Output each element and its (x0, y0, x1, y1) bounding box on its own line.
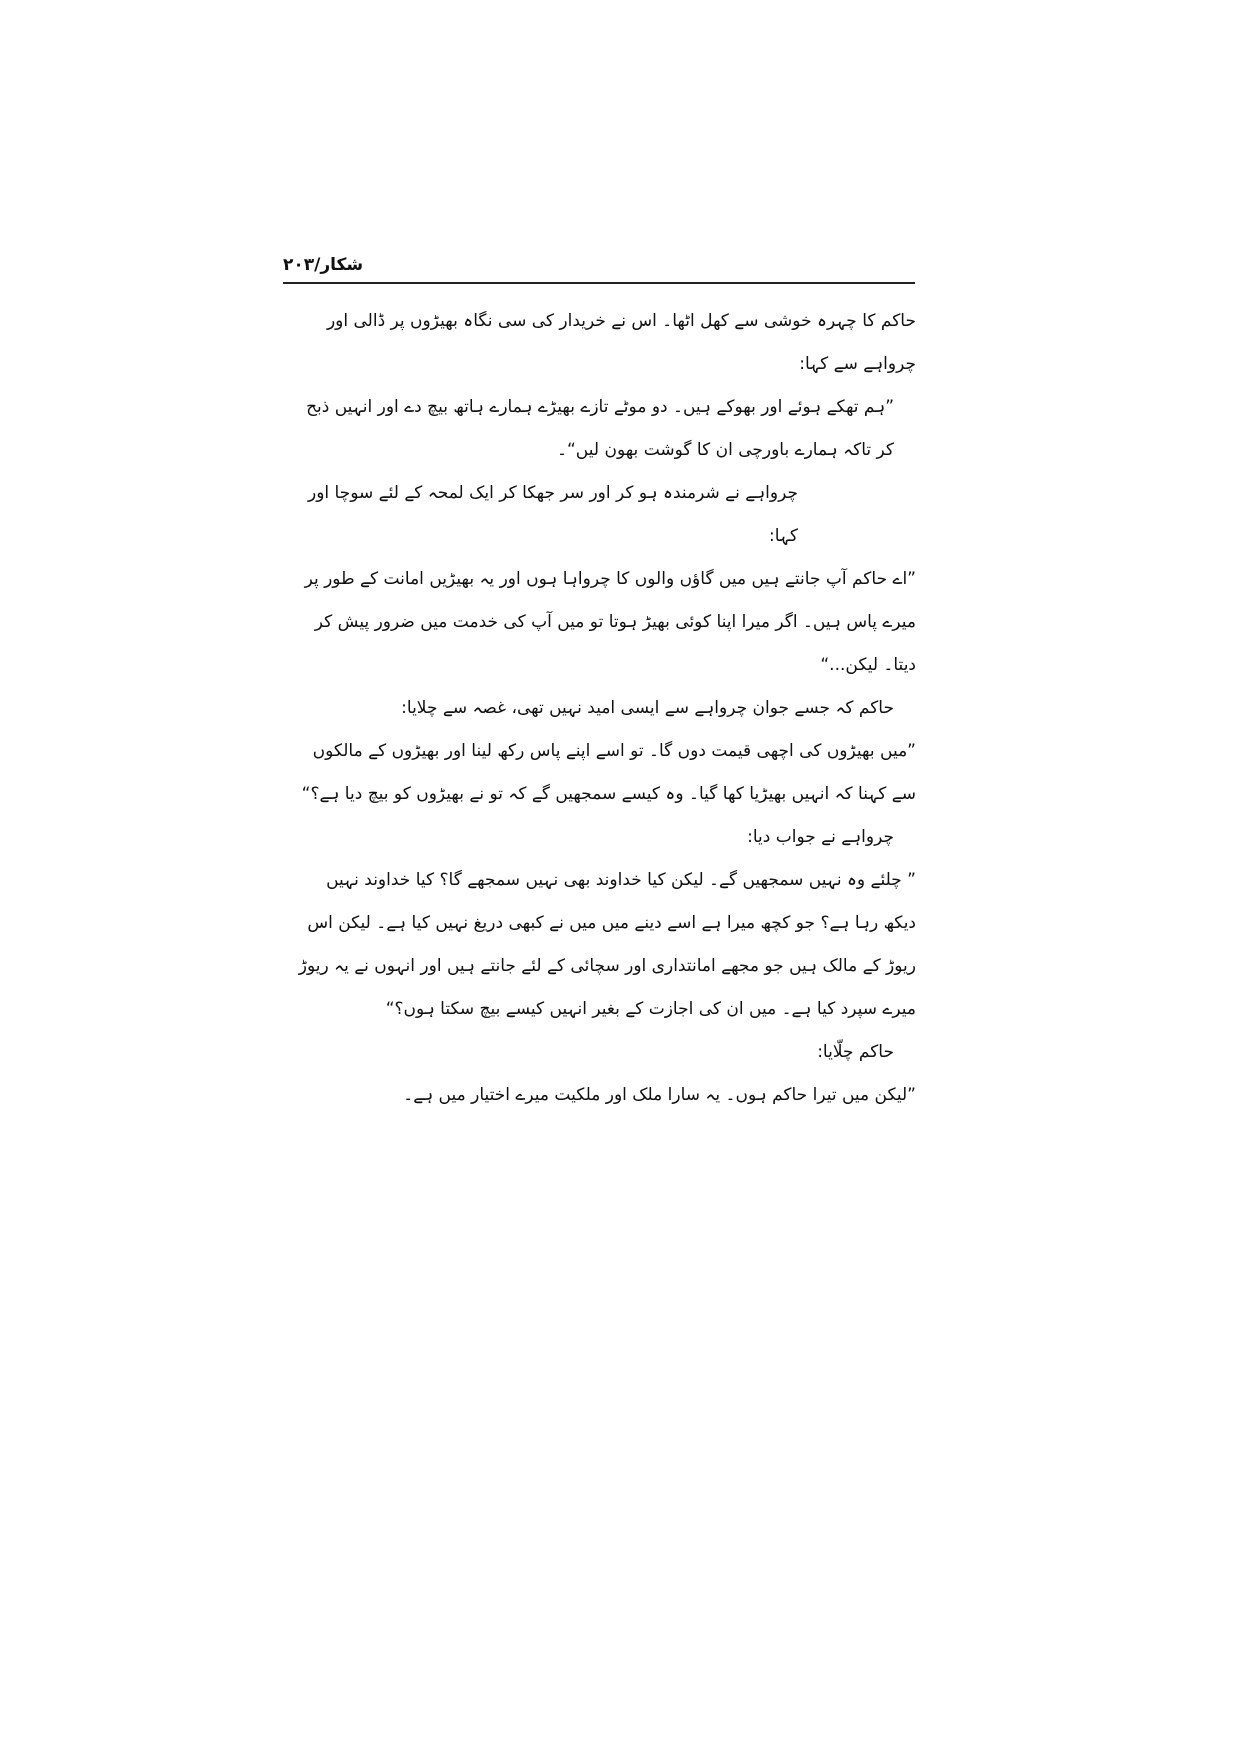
narration-paragraph: چرواہے نے شرمندہ ہو کر اور سر جھکا کر ایک لمحہ کے لئے سوچا اور کہا: (308, 483, 798, 546)
dialogue-paragraph: ” چلئے وہ نہیں سمجھیں گے۔ لیکن کیا خداوند بھی نہیں سمجھے گا؟ کیا خداوند نہیں دیکھ رہا ہے؟ جو کچھ میرا ہے اسے دینے میں میں نے کبھی دریغ نہیں کیا ہے۔ لیکن اس ریوڑ کے مالک ہیں جو مجھے امانتداری اور سچائی کے لئے جانتے ہیں اور انہوں نے یہ ریوڑ میرے سپرد کیا ہے۔ میں ان کی اجازت کے بغیر انہیں کیسے بیچ سکتا ہوں؟“ (298, 870, 916, 1019)
narration-paragraph: حاکم چلّایا: (817, 1042, 894, 1062)
page-body (298, 300, 916, 1117)
running-title: شکار/۲۰۳ (283, 255, 364, 275)
narration-paragraph: چرواہے نے جواب دیا: (747, 827, 894, 847)
page-header (283, 252, 915, 282)
dialogue-paragraph: ”میں بھیڑوں کی اچھی قیمت دوں گا۔ تو اسے اپنے پاس رکھ لینا اور بھیڑوں کے مالکوں سے کہنا کہ انہیں بھیڑیا کھا گیا۔ وہ کیسے سمجھیں گے کہ تو نے بھیڑوں کو بیچ دیا ہے؟“ (301, 741, 916, 804)
dialogue-paragraph: ”اے حاکم آپ جانتے ہیں میں گاؤں والوں کا چرواہا ہوں اور یہ بھیڑیں امانت کے طور پر میرے پاس ہیں۔ اگر میرا اپنا کوئی بھیڑ ہوتا تو میں آپ کی خدمت میں ضرور پیش کر دیتا۔ لیکن...“ (304, 569, 916, 675)
dialogue-paragraph: ”لیکن میں تیرا حاکم ہوں۔ یہ سارا ملک اور ملکیت میرے اختیار میں ہے۔ (403, 1085, 916, 1105)
paragraph: حاکم کا چہرہ خوشی سے کھل اٹھا۔ اس نے خریدار کی سی نگاہ بھیڑوں پر ڈالی اور چرواہے سے کہا: (326, 311, 916, 374)
narration-paragraph: حاکم کہ جسے جوان چرواہے سے ایسی امید نہیں تھی، غصہ سے چلایا: (401, 698, 894, 718)
header-divider (283, 282, 915, 284)
dialogue-paragraph: ”ہم تھکے ہوئے اور بھوکے ہیں۔ دو موٹے تازے بھیڑے ہمارے ہاتھ بیچ دے اور انہیں ذبح کر تاکہ ہمارے باورچی ان کا گوشت بھون لیں“۔ (306, 397, 894, 460)
